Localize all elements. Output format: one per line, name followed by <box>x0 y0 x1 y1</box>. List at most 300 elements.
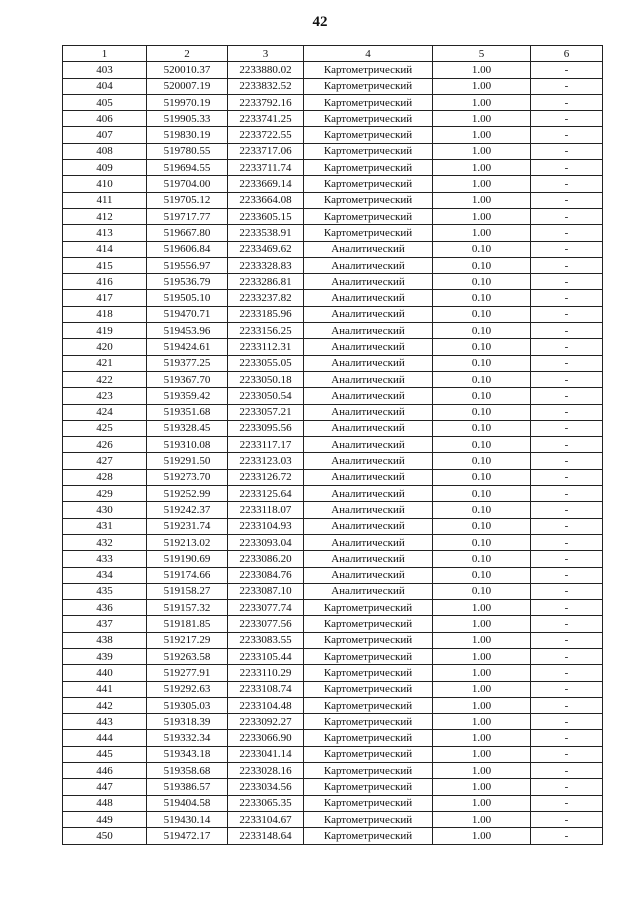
x-coordinate-cell: 519359.42 <box>147 388 228 404</box>
table-row <box>63 632 603 648</box>
method-cell: Картометрический <box>304 795 433 811</box>
table-row <box>63 600 603 616</box>
accuracy-cell: 1.00 <box>433 811 531 827</box>
y-coordinate-cell: 2233123.03 <box>228 453 304 469</box>
point-number-cell: 425 <box>63 420 147 436</box>
table-row <box>63 225 603 241</box>
table-row <box>63 111 603 127</box>
point-number-cell: 421 <box>63 355 147 371</box>
method-cell: Аналитический <box>304 306 433 322</box>
accuracy-cell: 0.10 <box>433 323 531 339</box>
x-coordinate-cell: 519404.58 <box>147 795 228 811</box>
method-cell: Аналитический <box>304 290 433 306</box>
x-coordinate-cell: 519705.12 <box>147 192 228 208</box>
x-coordinate-cell: 519424.61 <box>147 339 228 355</box>
point-number-cell: 417 <box>63 290 147 306</box>
table-row <box>63 94 603 110</box>
x-coordinate-cell: 519277.91 <box>147 665 228 681</box>
method-cell: Аналитический <box>304 567 433 583</box>
point-number-cell: 436 <box>63 600 147 616</box>
x-coordinate-cell: 519358.68 <box>147 763 228 779</box>
method-cell: Картометрический <box>304 78 433 94</box>
x-coordinate-cell: 520010.37 <box>147 62 228 78</box>
method-cell: Картометрический <box>304 746 433 762</box>
description-cell: - <box>531 208 603 224</box>
accuracy-cell: 1.00 <box>433 208 531 224</box>
method-cell: Картометрический <box>304 616 433 632</box>
accuracy-cell: 1.00 <box>433 176 531 192</box>
table-row <box>63 143 603 159</box>
point-number-cell: 424 <box>63 404 147 420</box>
method-cell: Аналитический <box>304 257 433 273</box>
point-number-cell: 408 <box>63 143 147 159</box>
method-cell: Аналитический <box>304 371 433 387</box>
x-coordinate-cell: 519351.68 <box>147 404 228 420</box>
point-number-cell: 449 <box>63 811 147 827</box>
point-number-cell: 441 <box>63 681 147 697</box>
table-row <box>63 160 603 176</box>
point-number-cell: 428 <box>63 469 147 485</box>
x-coordinate-cell: 519470.71 <box>147 306 228 322</box>
description-cell: - <box>531 388 603 404</box>
method-cell: Аналитический <box>304 323 433 339</box>
point-number-cell: 437 <box>63 616 147 632</box>
description-cell: - <box>531 648 603 664</box>
x-coordinate-cell: 519536.79 <box>147 274 228 290</box>
description-cell: - <box>531 518 603 534</box>
description-cell: - <box>531 616 603 632</box>
accuracy-cell: 0.10 <box>433 339 531 355</box>
method-cell: Аналитический <box>304 274 433 290</box>
table-row <box>63 371 603 387</box>
description-cell: - <box>531 551 603 567</box>
table-row <box>63 518 603 534</box>
point-number-cell: 446 <box>63 763 147 779</box>
y-coordinate-cell: 2233104.48 <box>228 697 304 713</box>
method-cell: Картометрический <box>304 600 433 616</box>
x-coordinate-cell: 519305.03 <box>147 697 228 713</box>
table-row <box>63 127 603 143</box>
y-coordinate-cell: 2233185.96 <box>228 306 304 322</box>
table-row <box>63 534 603 550</box>
table-row <box>63 828 603 844</box>
accuracy-cell: 1.00 <box>433 225 531 241</box>
point-number-cell: 416 <box>63 274 147 290</box>
x-coordinate-cell: 520007.19 <box>147 78 228 94</box>
table-row <box>63 551 603 567</box>
method-cell: Аналитический <box>304 551 433 567</box>
point-number-cell: 433 <box>63 551 147 567</box>
description-cell: - <box>531 469 603 485</box>
y-coordinate-cell: 2233237.82 <box>228 290 304 306</box>
y-coordinate-cell: 2233880.02 <box>228 62 304 78</box>
accuracy-cell: 1.00 <box>433 795 531 811</box>
y-coordinate-cell: 2233077.56 <box>228 616 304 632</box>
description-cell: - <box>531 714 603 730</box>
method-cell: Картометрический <box>304 714 433 730</box>
table-row <box>63 730 603 746</box>
description-cell: - <box>531 241 603 257</box>
description-cell: - <box>531 583 603 599</box>
accuracy-cell: 0.10 <box>433 420 531 436</box>
point-number-cell: 447 <box>63 779 147 795</box>
point-number-cell: 410 <box>63 176 147 192</box>
method-cell: Аналитический <box>304 388 433 404</box>
method-cell: Картометрический <box>304 665 433 681</box>
x-coordinate-cell: 519453.96 <box>147 323 228 339</box>
description-cell: - <box>531 339 603 355</box>
accuracy-cell: 1.00 <box>433 665 531 681</box>
accuracy-cell: 1.00 <box>433 160 531 176</box>
table-row <box>63 453 603 469</box>
y-coordinate-cell: 2233092.27 <box>228 714 304 730</box>
x-coordinate-cell: 519213.02 <box>147 534 228 550</box>
table-row <box>63 665 603 681</box>
accuracy-cell: 1.00 <box>433 600 531 616</box>
table-row <box>63 78 603 94</box>
y-coordinate-cell: 2233117.17 <box>228 437 304 453</box>
description-cell: - <box>531 681 603 697</box>
description-cell: - <box>531 420 603 436</box>
y-coordinate-cell: 2233104.93 <box>228 518 304 534</box>
x-coordinate-cell: 519190.69 <box>147 551 228 567</box>
accuracy-cell: 1.00 <box>433 779 531 795</box>
y-coordinate-cell: 2233605.15 <box>228 208 304 224</box>
x-coordinate-cell: 519472.17 <box>147 828 228 844</box>
table-row <box>63 437 603 453</box>
method-cell: Аналитический <box>304 420 433 436</box>
y-coordinate-cell: 2233538.91 <box>228 225 304 241</box>
x-coordinate-cell: 519377.25 <box>147 355 228 371</box>
y-coordinate-cell: 2233050.54 <box>228 388 304 404</box>
accuracy-cell: 0.10 <box>433 583 531 599</box>
description-cell: - <box>531 697 603 713</box>
y-coordinate-cell: 2233077.74 <box>228 600 304 616</box>
method-cell: Картометрический <box>304 192 433 208</box>
description-cell: - <box>531 160 603 176</box>
table-row <box>63 811 603 827</box>
y-coordinate-cell: 2233108.74 <box>228 681 304 697</box>
description-cell: - <box>531 746 603 762</box>
point-number-cell: 431 <box>63 518 147 534</box>
method-cell: Аналитический <box>304 339 433 355</box>
y-coordinate-cell: 2233469.62 <box>228 241 304 257</box>
x-coordinate-cell: 519830.19 <box>147 127 228 143</box>
description-cell: - <box>531 111 603 127</box>
column-header: 3 <box>228 46 304 62</box>
x-coordinate-cell: 519318.39 <box>147 714 228 730</box>
x-coordinate-cell: 519905.33 <box>147 111 228 127</box>
x-coordinate-cell: 519704.00 <box>147 176 228 192</box>
method-cell: Аналитический <box>304 486 433 502</box>
description-cell: - <box>531 176 603 192</box>
accuracy-cell: 0.10 <box>433 567 531 583</box>
x-coordinate-cell: 519158.27 <box>147 583 228 599</box>
y-coordinate-cell: 2233328.83 <box>228 257 304 273</box>
table-row <box>63 290 603 306</box>
point-number-cell: 448 <box>63 795 147 811</box>
table-row <box>63 746 603 762</box>
method-cell: Картометрический <box>304 208 433 224</box>
point-number-cell: 420 <box>63 339 147 355</box>
table-row <box>63 714 603 730</box>
accuracy-cell: 0.10 <box>433 502 531 518</box>
method-cell: Картометрический <box>304 681 433 697</box>
point-number-cell: 414 <box>63 241 147 257</box>
y-coordinate-cell: 2233028.16 <box>228 763 304 779</box>
accuracy-cell: 0.10 <box>433 355 531 371</box>
accuracy-cell: 0.10 <box>433 518 531 534</box>
y-coordinate-cell: 2233087.10 <box>228 583 304 599</box>
accuracy-cell: 1.00 <box>433 111 531 127</box>
column-header: 5 <box>433 46 531 62</box>
table-header-row <box>63 46 603 62</box>
method-cell: Аналитический <box>304 437 433 453</box>
table-row <box>63 583 603 599</box>
table-row <box>63 355 603 371</box>
method-cell: Картометрический <box>304 828 433 844</box>
method-cell: Картометрический <box>304 160 433 176</box>
point-number-cell: 427 <box>63 453 147 469</box>
point-number-cell: 418 <box>63 306 147 322</box>
point-number-cell: 403 <box>63 62 147 78</box>
y-coordinate-cell: 2233034.56 <box>228 779 304 795</box>
accuracy-cell: 1.00 <box>433 78 531 94</box>
description-cell: - <box>531 94 603 110</box>
table-row <box>63 648 603 664</box>
x-coordinate-cell: 519970.19 <box>147 94 228 110</box>
point-number-cell: 432 <box>63 534 147 550</box>
x-coordinate-cell: 519231.74 <box>147 518 228 534</box>
x-coordinate-cell: 519252.99 <box>147 486 228 502</box>
accuracy-cell: 0.10 <box>433 437 531 453</box>
point-number-cell: 412 <box>63 208 147 224</box>
accuracy-cell: 0.10 <box>433 306 531 322</box>
point-number-cell: 413 <box>63 225 147 241</box>
method-cell: Картометрический <box>304 697 433 713</box>
y-coordinate-cell: 2233083.55 <box>228 632 304 648</box>
accuracy-cell: 1.00 <box>433 192 531 208</box>
description-cell: - <box>531 127 603 143</box>
point-number-cell: 405 <box>63 94 147 110</box>
method-cell: Аналитический <box>304 502 433 518</box>
point-number-cell: 423 <box>63 388 147 404</box>
description-cell: - <box>531 453 603 469</box>
description-cell: - <box>531 143 603 159</box>
y-coordinate-cell: 2233711.74 <box>228 160 304 176</box>
description-cell: - <box>531 567 603 583</box>
x-coordinate-cell: 519343.18 <box>147 746 228 762</box>
y-coordinate-cell: 2233104.67 <box>228 811 304 827</box>
accuracy-cell: 0.10 <box>433 241 531 257</box>
x-coordinate-cell: 519291.50 <box>147 453 228 469</box>
x-coordinate-cell: 519556.97 <box>147 257 228 273</box>
x-coordinate-cell: 519273.70 <box>147 469 228 485</box>
table-row <box>63 779 603 795</box>
table-row <box>63 176 603 192</box>
table-body <box>63 62 603 844</box>
point-number-cell: 430 <box>63 502 147 518</box>
table-row <box>63 616 603 632</box>
table-row <box>63 486 603 502</box>
point-number-cell: 440 <box>63 665 147 681</box>
description-cell: - <box>531 62 603 78</box>
y-coordinate-cell: 2233112.31 <box>228 339 304 355</box>
accuracy-cell: 0.10 <box>433 404 531 420</box>
point-number-cell: 444 <box>63 730 147 746</box>
table-row <box>63 697 603 713</box>
table-row <box>63 502 603 518</box>
x-coordinate-cell: 519328.45 <box>147 420 228 436</box>
y-coordinate-cell: 2233286.81 <box>228 274 304 290</box>
method-cell: Аналитический <box>304 355 433 371</box>
y-coordinate-cell: 2233118.07 <box>228 502 304 518</box>
y-coordinate-cell: 2233148.64 <box>228 828 304 844</box>
table-row <box>63 62 603 78</box>
y-coordinate-cell: 2233664.08 <box>228 192 304 208</box>
method-cell: Картометрический <box>304 225 433 241</box>
method-cell: Картометрический <box>304 127 433 143</box>
table-row <box>63 388 603 404</box>
x-coordinate-cell: 519386.57 <box>147 779 228 795</box>
x-coordinate-cell: 519694.55 <box>147 160 228 176</box>
table-row <box>63 567 603 583</box>
table-row <box>63 192 603 208</box>
point-number-cell: 406 <box>63 111 147 127</box>
accuracy-cell: 1.00 <box>433 681 531 697</box>
point-number-cell: 419 <box>63 323 147 339</box>
description-cell: - <box>531 437 603 453</box>
table-row <box>63 323 603 339</box>
method-cell: Картометрический <box>304 62 433 78</box>
table-row <box>63 795 603 811</box>
accuracy-cell: 1.00 <box>433 730 531 746</box>
y-coordinate-cell: 2233065.35 <box>228 795 304 811</box>
y-coordinate-cell: 2233110.29 <box>228 665 304 681</box>
description-cell: - <box>531 795 603 811</box>
description-cell: - <box>531 323 603 339</box>
coordinates-table <box>62 45 603 845</box>
y-coordinate-cell: 2233126.72 <box>228 469 304 485</box>
point-number-cell: 439 <box>63 648 147 664</box>
y-coordinate-cell: 2233722.55 <box>228 127 304 143</box>
x-coordinate-cell: 519157.32 <box>147 600 228 616</box>
accuracy-cell: 0.10 <box>433 257 531 273</box>
y-coordinate-cell: 2233832.52 <box>228 78 304 94</box>
table-row <box>63 306 603 322</box>
point-number-cell: 445 <box>63 746 147 762</box>
description-cell: - <box>531 257 603 273</box>
point-number-cell: 409 <box>63 160 147 176</box>
method-cell: Картометрический <box>304 94 433 110</box>
x-coordinate-cell: 519667.80 <box>147 225 228 241</box>
accuracy-cell: 1.00 <box>433 714 531 730</box>
x-coordinate-cell: 519505.10 <box>147 290 228 306</box>
method-cell: Аналитический <box>304 518 433 534</box>
accuracy-cell: 0.10 <box>433 388 531 404</box>
table-row <box>63 469 603 485</box>
description-cell: - <box>531 665 603 681</box>
y-coordinate-cell: 2233057.21 <box>228 404 304 420</box>
point-number-cell: 438 <box>63 632 147 648</box>
method-cell: Аналитический <box>304 241 433 257</box>
accuracy-cell: 1.00 <box>433 746 531 762</box>
method-cell: Аналитический <box>304 534 433 550</box>
accuracy-cell: 0.10 <box>433 371 531 387</box>
description-cell: - <box>531 78 603 94</box>
method-cell: Картометрический <box>304 632 433 648</box>
method-cell: Картометрический <box>304 648 433 664</box>
point-number-cell: 429 <box>63 486 147 502</box>
x-coordinate-cell: 519367.70 <box>147 371 228 387</box>
description-cell: - <box>531 502 603 518</box>
x-coordinate-cell: 519332.34 <box>147 730 228 746</box>
description-cell: - <box>531 290 603 306</box>
y-coordinate-cell: 2233669.14 <box>228 176 304 192</box>
method-cell: Картометрический <box>304 111 433 127</box>
table-row <box>63 420 603 436</box>
accuracy-cell: 0.10 <box>433 274 531 290</box>
accuracy-cell: 1.00 <box>433 828 531 844</box>
method-cell: Аналитический <box>304 404 433 420</box>
x-coordinate-cell: 519310.08 <box>147 437 228 453</box>
y-coordinate-cell: 2233717.06 <box>228 143 304 159</box>
table-row <box>63 241 603 257</box>
method-cell: Картометрический <box>304 811 433 827</box>
table-row <box>63 339 603 355</box>
y-coordinate-cell: 2233105.44 <box>228 648 304 664</box>
table-row <box>63 681 603 697</box>
table-row <box>63 257 603 273</box>
y-coordinate-cell: 2233084.76 <box>228 567 304 583</box>
y-coordinate-cell: 2233086.20 <box>228 551 304 567</box>
method-cell: Аналитический <box>304 453 433 469</box>
y-coordinate-cell: 2233066.90 <box>228 730 304 746</box>
accuracy-cell: 0.10 <box>433 290 531 306</box>
page-number: 42 <box>312 14 328 30</box>
y-coordinate-cell: 2233792.16 <box>228 94 304 110</box>
y-coordinate-cell: 2233093.04 <box>228 534 304 550</box>
point-number-cell: 404 <box>63 78 147 94</box>
description-cell: - <box>531 404 603 420</box>
accuracy-cell: 0.10 <box>433 486 531 502</box>
point-number-cell: 415 <box>63 257 147 273</box>
description-cell: - <box>531 355 603 371</box>
point-number-cell: 407 <box>63 127 147 143</box>
y-coordinate-cell: 2233055.05 <box>228 355 304 371</box>
point-number-cell: 442 <box>63 697 147 713</box>
x-coordinate-cell: 519174.66 <box>147 567 228 583</box>
accuracy-cell: 1.00 <box>433 616 531 632</box>
table-row <box>63 404 603 420</box>
accuracy-cell: 1.00 <box>433 143 531 159</box>
x-coordinate-cell: 519217.29 <box>147 632 228 648</box>
y-coordinate-cell: 2233125.64 <box>228 486 304 502</box>
accuracy-cell: 0.10 <box>433 534 531 550</box>
x-coordinate-cell: 519717.77 <box>147 208 228 224</box>
accuracy-cell: 1.00 <box>433 94 531 110</box>
accuracy-cell: 0.10 <box>433 551 531 567</box>
accuracy-cell: 1.00 <box>433 62 531 78</box>
method-cell: Картометрический <box>304 763 433 779</box>
description-cell: - <box>531 811 603 827</box>
x-coordinate-cell: 519242.37 <box>147 502 228 518</box>
point-number-cell: 411 <box>63 192 147 208</box>
column-header: 6 <box>531 46 603 62</box>
description-cell: - <box>531 192 603 208</box>
point-number-cell: 450 <box>63 828 147 844</box>
table-row <box>63 208 603 224</box>
